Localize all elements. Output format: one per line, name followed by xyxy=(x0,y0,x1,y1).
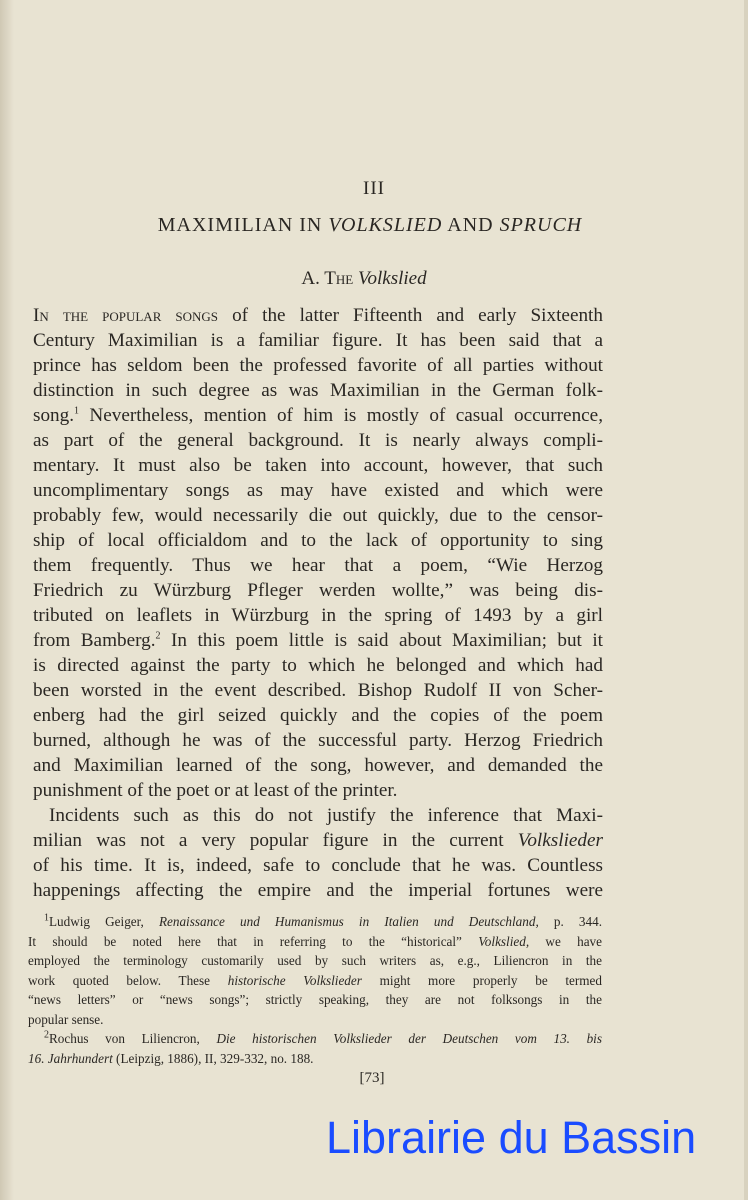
text-line xyxy=(33,403,603,428)
body-text xyxy=(33,303,603,903)
text-line: mentary. It must also be taken into account, however, that such xyxy=(33,455,603,476)
title-part: VOLKSLIED xyxy=(328,214,443,236)
text-italic: 16. Jahrhundert xyxy=(28,1050,113,1066)
text-italic: Renaissance und Humanismus in Italien und Deutschland, xyxy=(158,914,539,929)
text-italic: historische Volkslieder xyxy=(227,972,362,988)
text-line: Incidents such as this do not justify the inference that Maxi- xyxy=(49,805,603,826)
title-part: MAXIMILIAN IN xyxy=(157,214,329,236)
text-line: and Maximilian learned of the song, however, and demanded the xyxy=(33,755,603,776)
footnote-line: “news letters” or “news songs”; strictly speaking, they are not folksongs in the xyxy=(28,992,602,1007)
text-line: them frequently. Thus we hear that a poem, “Wie Herzog xyxy=(33,555,603,576)
text-line: enberg had the girl seized quickly and the copies of the poem xyxy=(33,705,603,726)
text-line: prince has seldom been the professed favorite of all parties without xyxy=(33,355,603,376)
footnote-2 xyxy=(28,1029,602,1049)
text-line xyxy=(33,628,603,653)
text-italic: Volkslied, xyxy=(478,933,530,949)
text: from Bamberg. xyxy=(33,630,156,651)
text: of the latter Fifteenth and early Sixteenth xyxy=(218,305,603,326)
footnote-marker: 1 xyxy=(44,912,49,924)
footnote-line: popular sense. xyxy=(28,1011,104,1027)
watermark: Librairie du Bassin xyxy=(326,1112,697,1163)
lead-in: In the popular songs xyxy=(33,305,219,326)
footnote-line xyxy=(28,971,602,991)
footnotes xyxy=(28,912,602,1068)
footnote-line xyxy=(28,1049,602,1069)
text-line: Friedrich zu Würzburg Pfleger werden wollte,” was being dis- xyxy=(33,580,603,601)
text: Ludwig Geiger, xyxy=(49,914,159,929)
footnote-marker: 2 xyxy=(44,1029,49,1041)
text-line: ship of local officialdom and to the lack of opportunity to sing xyxy=(33,530,603,551)
text-line: is directed against the party to which he belonged and which had xyxy=(33,655,603,676)
footnote-ref[interactable]: 2 xyxy=(155,630,161,642)
text: milian was not a very popular figure in the current xyxy=(33,830,518,851)
text-line: of his time. It is, indeed, safe to conclude that he was. Countless xyxy=(33,855,603,876)
text: Rochus von Liliencron, xyxy=(49,1031,217,1046)
chapter-number: III xyxy=(363,178,385,199)
section-title xyxy=(0,268,738,290)
section-label-italic: Volkslied xyxy=(357,268,427,289)
text: work quoted below. These xyxy=(28,972,228,988)
footnote-line xyxy=(28,932,602,952)
text-line: uncomplimentary songs as may have existed and which were xyxy=(33,480,603,501)
page-number: [73] xyxy=(359,1070,385,1086)
footnote-1 xyxy=(28,912,602,932)
text: we have xyxy=(529,933,603,949)
text-line: Century Maximilian is a familiar figure. It has been said that a xyxy=(33,330,603,351)
text-line: distinction in such degree as was Maximilian in the German folk- xyxy=(33,380,603,401)
text: It should be noted here that in referring to the “historical” xyxy=(28,933,479,949)
text-line: been worsted in the event described. Bishop Rudolf II von Scher- xyxy=(33,680,603,701)
text-line: happenings affecting the empire and the imperial fortunes were xyxy=(33,880,603,901)
text: p. 344. xyxy=(538,914,603,929)
text-italic: Volkslieder xyxy=(517,830,603,851)
section-label: A. The xyxy=(301,268,358,289)
text-line: probably few, would necessarily die out quickly, due to the censor- xyxy=(33,505,603,526)
text: (Leipzig, 1886), II, 329-332, no. 188. xyxy=(112,1050,314,1066)
text-line: burned, although he was of the successful party. Herzog Friedrich xyxy=(33,730,603,751)
footnote-line: employed the terminology customarily used by such writers as, e.g., Liliencron in the xyxy=(28,953,602,968)
text-line xyxy=(33,303,603,328)
text-italic: Die historischen Volkslieder der Deutschen vom 13. bis xyxy=(216,1031,602,1046)
title-part: AND xyxy=(442,214,500,236)
title-part: SPRUCH xyxy=(499,214,583,236)
text-line: as part of the general background. It is nearly always compli- xyxy=(33,430,603,451)
text-line: punishment of the poet or at least of the printer. xyxy=(33,780,398,801)
text: Nevertheless, mention of him is mostly of casual occurrence, xyxy=(79,405,603,426)
text-line xyxy=(33,828,603,853)
text-line: tributed on leaflets in Würzburg in the spring of 1493 by a girl xyxy=(33,605,603,626)
text: In this poem little is said about Maximilian; but it xyxy=(160,630,603,651)
text: might more properly be termed xyxy=(361,972,602,988)
chapter-title xyxy=(0,214,744,237)
footnote-ref[interactable]: 1 xyxy=(74,405,80,417)
text: song. xyxy=(33,405,75,426)
